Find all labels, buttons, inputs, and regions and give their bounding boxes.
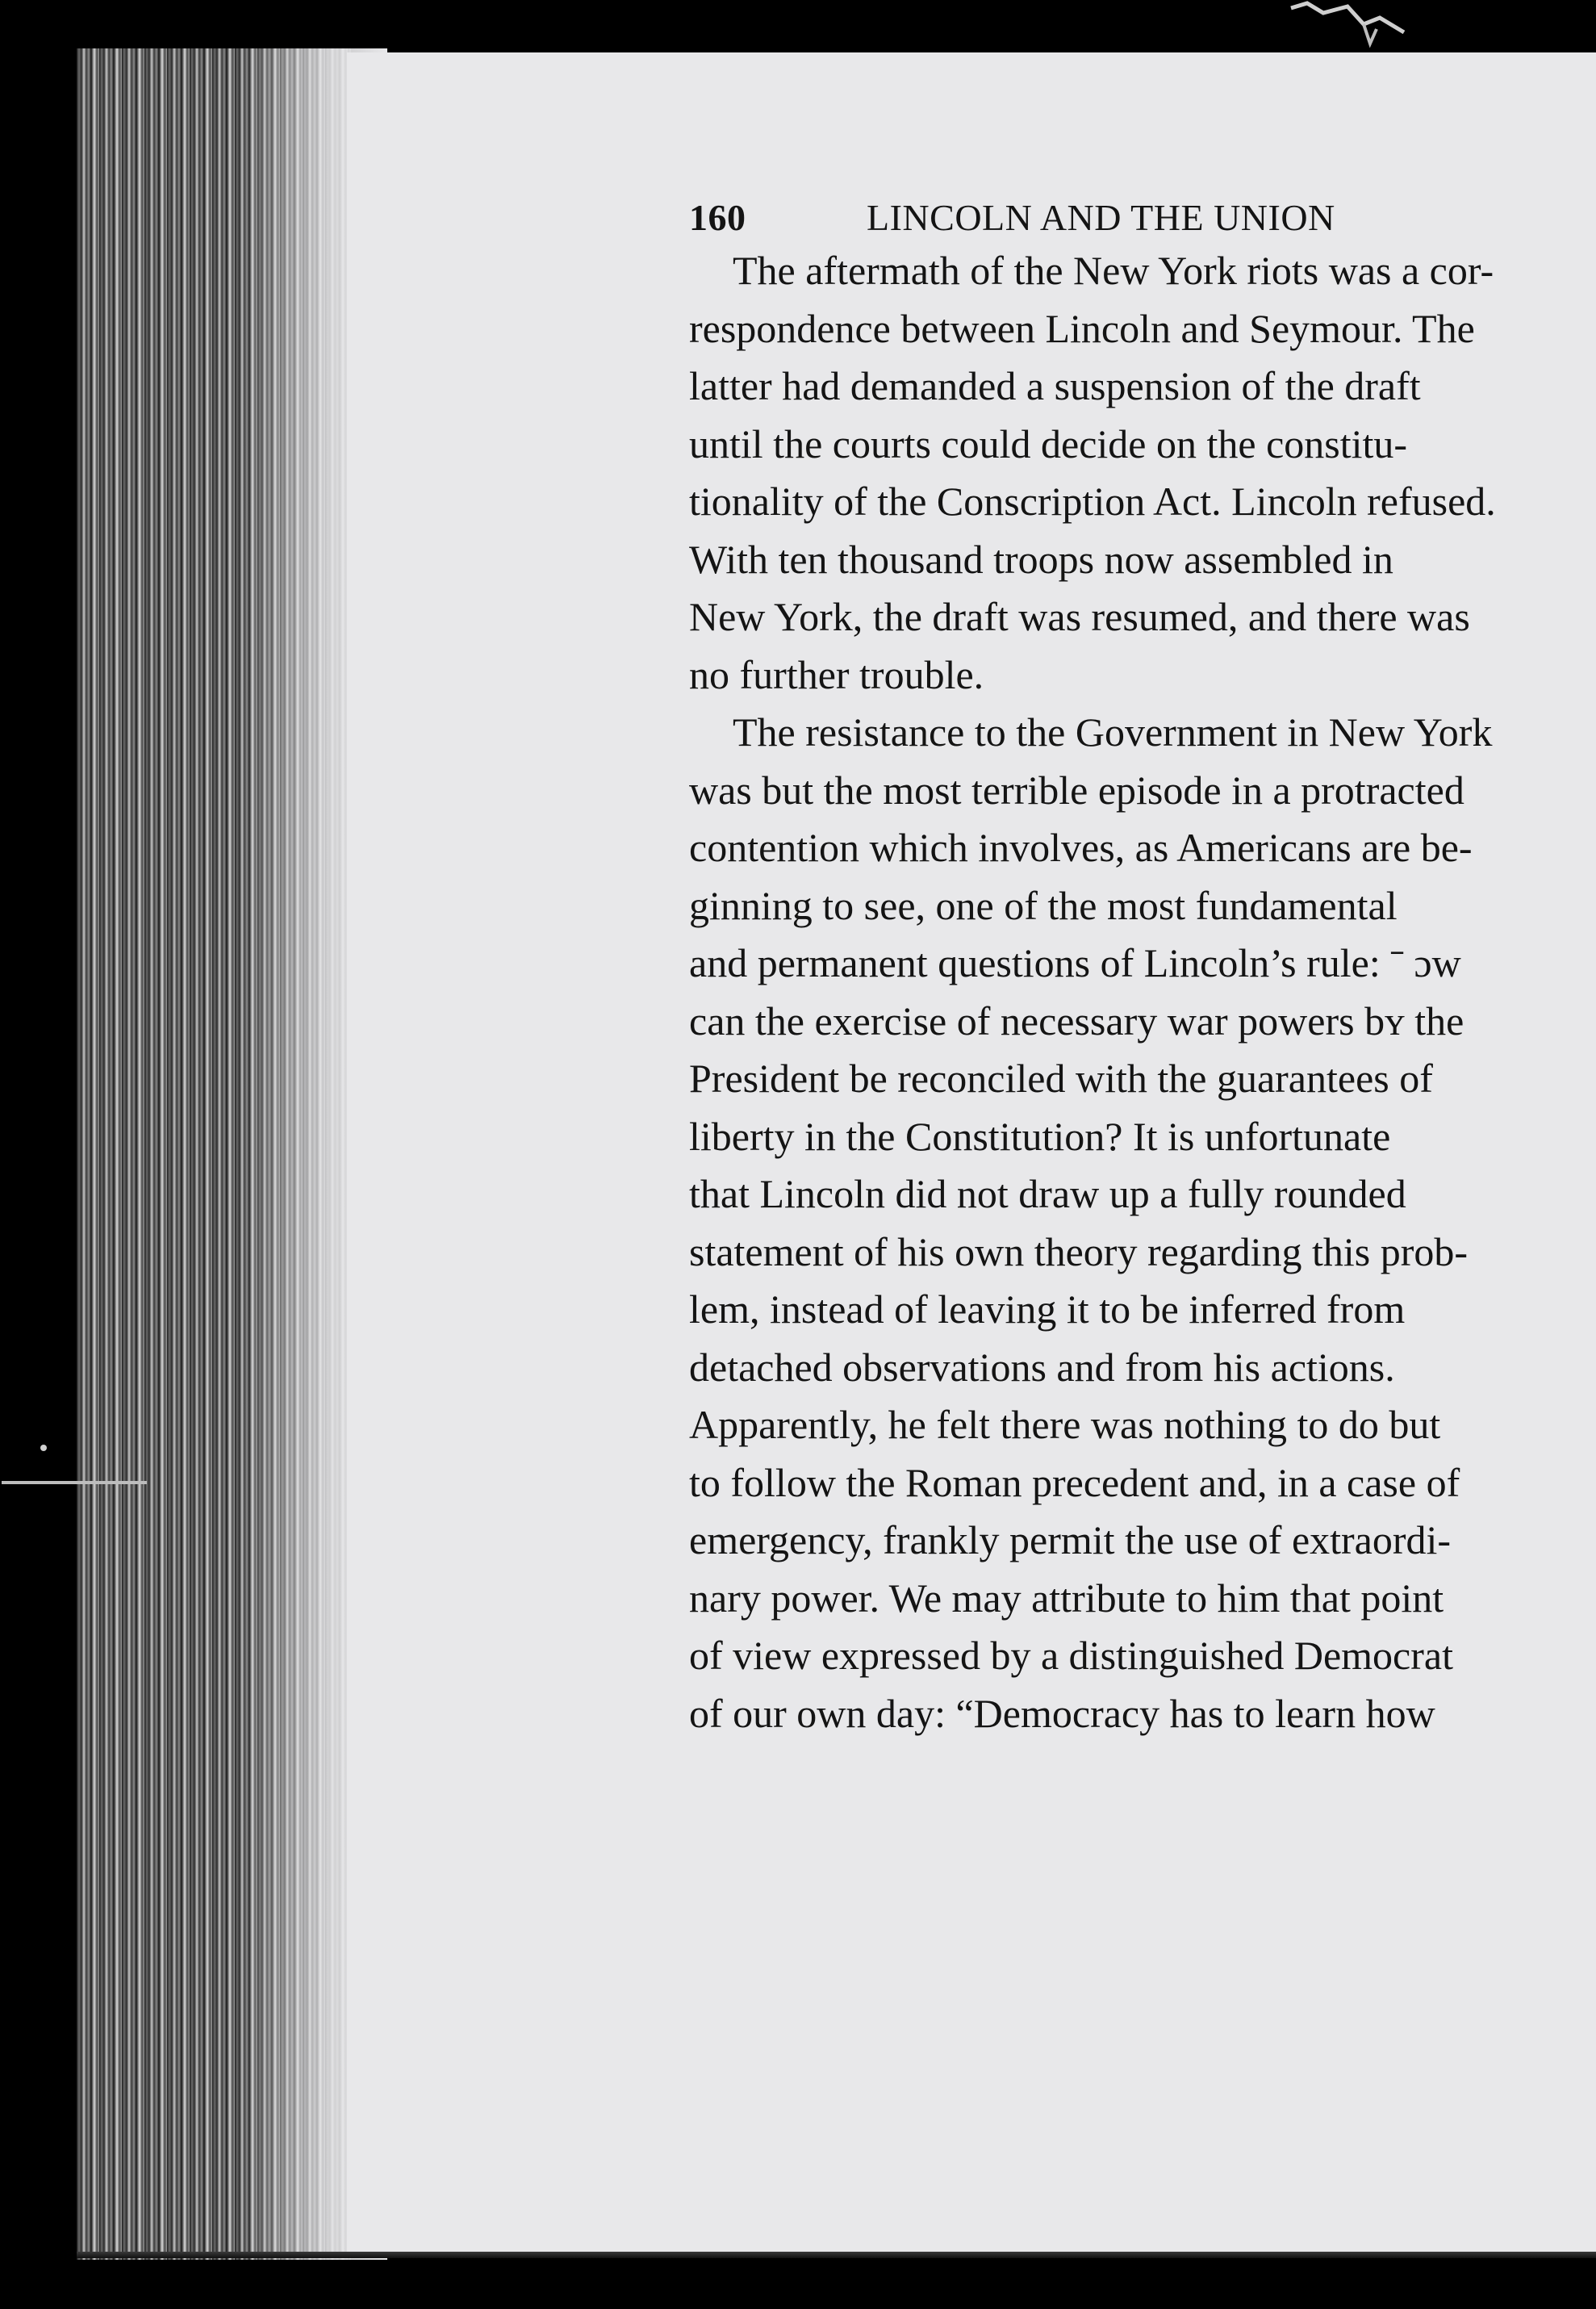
text-line: emergency, frankly permit the use of extraordi-: [689, 1517, 1452, 1562]
page-number: 160: [689, 197, 746, 238]
text-line: tionality of the Conscription Act. Lincoln refused.: [689, 479, 1496, 524]
paragraph-2: [689, 704, 1596, 1742]
margin-dot: [40, 1445, 47, 1451]
text-line: detached observations and from his actions.: [689, 1344, 1395, 1390]
text-line: that Lincoln did not draw up a fully rounded: [689, 1171, 1406, 1216]
text-line: of our own day: “Democracy has to learn how: [689, 1690, 1435, 1736]
text-line: lem, instead of leaving it to be inferred from: [689, 1286, 1406, 1332]
text-line: statement of his own theory regarding this prob-: [689, 1228, 1469, 1274]
text-line: ginning to see, one of the most fundamental: [689, 882, 1398, 928]
text-line: President be reconciled with the guarantees of: [689, 1056, 1433, 1101]
running-head: [689, 194, 1596, 242]
text-line: of view expressed by a distinguished Democrat: [689, 1633, 1453, 1678]
paragraph-1: [689, 242, 1596, 704]
page-bottom-edge: [77, 2252, 1596, 2258]
top-edge-speck: [1275, 0, 1436, 48]
running-title: LINCOLN AND THE UNION: [867, 197, 1335, 238]
page-edge-shadow: [242, 48, 387, 2260]
text-line: to follow the Roman precedent and, in a case of: [689, 1459, 1460, 1505]
text-line: was but the most terrible episode in a protracted: [689, 767, 1464, 813]
text-line: and permanent questions of Lincoln’s rule: ˉ ɔw: [689, 940, 1461, 985]
text-line: The resistance to the Government in New York: [733, 709, 1493, 755]
text-line: respondence between Lincoln and Seymour. The: [689, 305, 1475, 351]
text-line: With ten thousand troops now assembled in: [689, 536, 1393, 582]
text-line: liberty in the Constitution? It is unfortunate: [689, 1113, 1391, 1159]
text-line: latter had demanded a suspension of the draft: [689, 363, 1421, 408]
text-line: New York, the draft was resumed, and there was: [689, 594, 1470, 639]
text-line: Apparently, he felt there was nothing to do but: [689, 1402, 1441, 1447]
text-line: until the courts could decide on the constitu-: [689, 420, 1408, 466]
text-line: can the exercise of necessary war powers bʏ the: [689, 998, 1464, 1044]
text-block: [689, 194, 1596, 1742]
text-line: nary power. We may attribute to him that point: [689, 1575, 1444, 1621]
text-line: contention which involves, as Americans are be-: [689, 825, 1473, 870]
text-line: no further trouble.: [689, 651, 984, 697]
margin-mark: [2, 1481, 147, 1484]
text-line: The aftermath of the New York riots was a cor-: [733, 248, 1494, 293]
